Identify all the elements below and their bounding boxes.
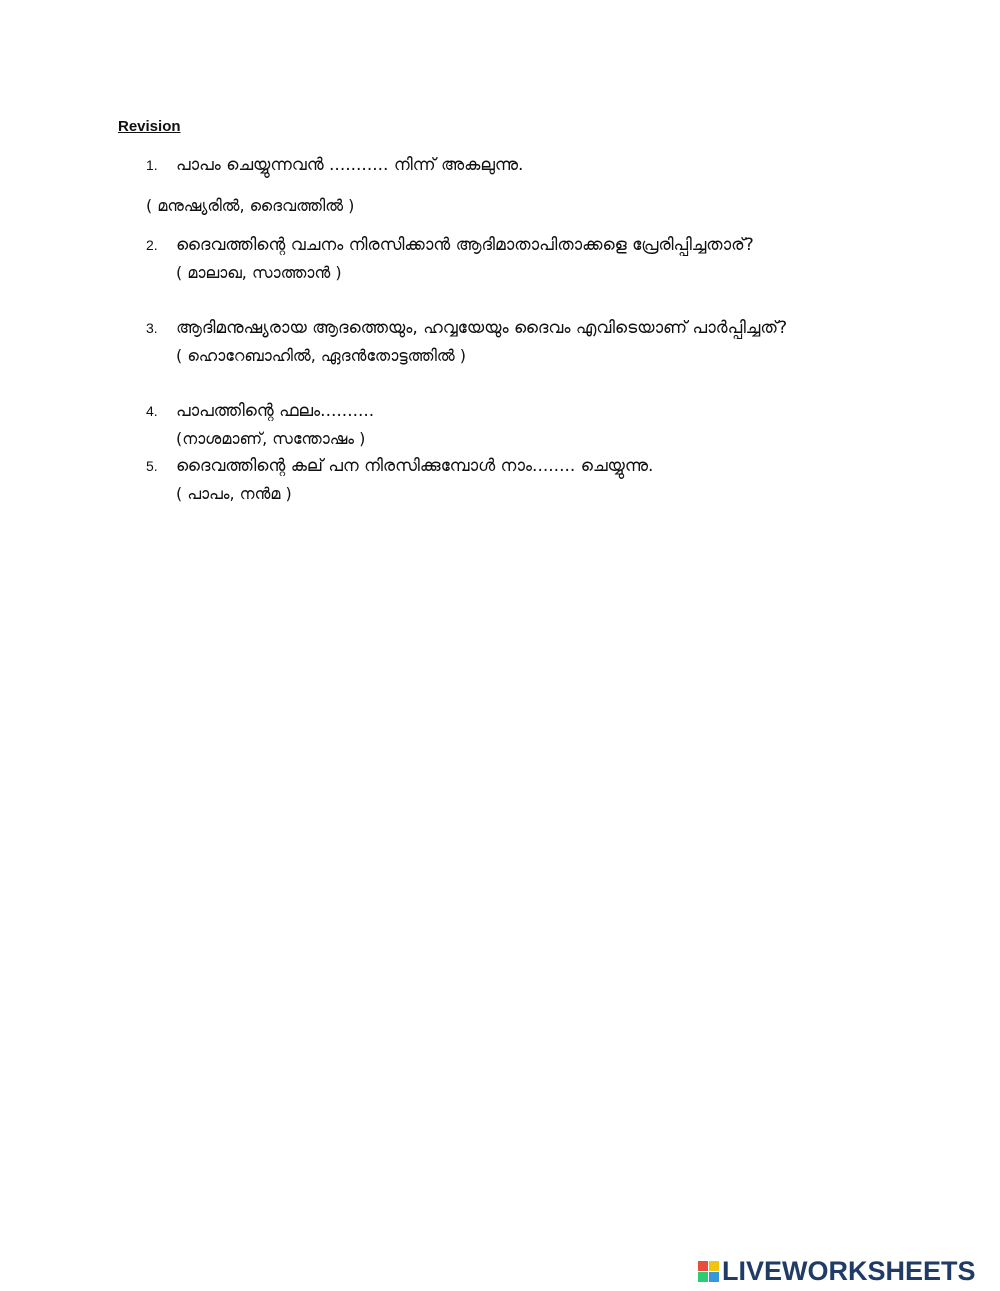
liveworksheets-logo-icon xyxy=(698,1261,719,1282)
question-1 xyxy=(146,152,846,179)
question-text: പാപം ചെയ്യുന്നവൻ ........... നിന്ന് അകലുന്നു. xyxy=(176,155,524,175)
question-options: ( ഹൊറേബാഹിൽ, ഏദൻതോട്ടത്തിൽ ) xyxy=(176,346,466,365)
question-text: പാപത്തിന്റെ ഫലം.......... xyxy=(176,401,375,421)
liveworksheets-brand xyxy=(698,1256,976,1286)
logo-square xyxy=(698,1261,708,1271)
question-text: ദൈവത്തിന്റെ വചനം നിരസിക്കാൻ ആദിമാതാപിതാക്കളെ പ്രേരിപ്പിച്ചതാര്? xyxy=(176,235,754,255)
question-3 xyxy=(146,315,846,369)
logo-square xyxy=(709,1272,719,1282)
brand-name: LIVEWORKSHEETS xyxy=(722,1255,976,1286)
question-1-options: ( മനുഷ്യരിൽ, ദൈവത്തിൽ ) xyxy=(146,196,355,215)
question-4 xyxy=(146,398,846,452)
question-number: 1. xyxy=(146,157,158,173)
question-number: 3. xyxy=(146,320,158,336)
logo-square xyxy=(698,1272,708,1282)
question-text: ദൈവത്തിന്റെ കല് പന നിരസിക്കുമ്പോൾ നാം........ ചെയ്യുന്നു. xyxy=(176,456,654,476)
question-number: 4. xyxy=(146,403,158,419)
question-options: ( മാലാഖ, സാത്താൻ ) xyxy=(176,263,342,282)
question-2 xyxy=(146,232,846,286)
question-text: ആദിമനുഷ്യരായ ആദത്തെയും, ഹവ്വയേയും ദൈവം എവിടെയാണ് പാർപ്പിച്ചത്? xyxy=(176,318,788,338)
question-options: (നാശമാണ്, സന്തോഷം ) xyxy=(176,429,366,448)
logo-square xyxy=(709,1261,719,1271)
question-options: ( പാപം, നൻമ ) xyxy=(176,484,292,503)
question-5 xyxy=(146,453,846,507)
page-heading: Revision xyxy=(118,118,181,135)
question-number: 2. xyxy=(146,237,158,253)
question-number: 5. xyxy=(146,458,158,474)
